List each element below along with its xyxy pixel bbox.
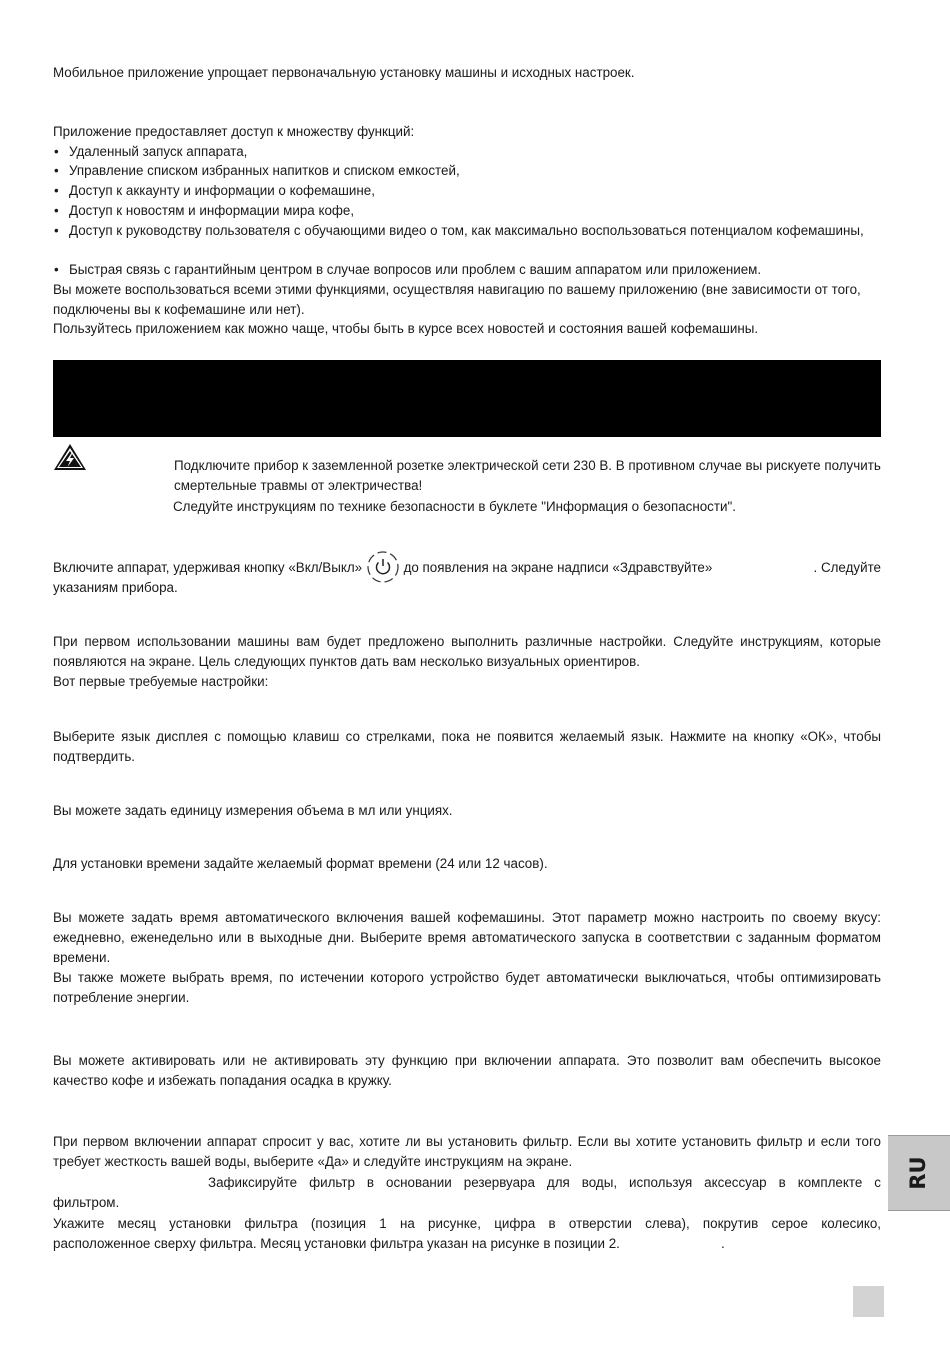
auto-off-text: Вы также можете выбрать время, по истечении которого устройство будет автоматически выключаться, чтобы оптимизировать потребление энергии. xyxy=(53,970,881,1005)
rinse-text: Вы можете активировать или не активировать эту функцию при включении аппарата. Это позволит вам обеспечить высокое качество кофе и избежать попадания осадка в кружку. xyxy=(53,1053,881,1088)
filter-fix-end: фильтром. xyxy=(53,1195,120,1210)
nav-note: Вы можете воспользоваться всеми этими функциями, осуществляя навигацию по вашему приложению (вне зависимости от того, подключены вы к кофемашине или нет). xyxy=(53,282,861,317)
safety-instructions: Следуйте инструкциям по технике безопасности в буклете "Информация о безопасности". xyxy=(173,499,736,514)
list-item: • Доступ к аккаунту и информации о кофемашине, xyxy=(53,181,881,201)
time-text: Для установки времени задайте желаемый формат времени (24 или 12 часов). xyxy=(53,856,548,871)
power-on-paragraph xyxy=(53,558,881,578)
auto-on-text: Вы можете задать время автоматического включения вашей кофемашины. Этот параметр можно настроить по своему вкусу: ежедневно, еженедельно или в выходные дни. Выберите время автоматического запуска в соответствии с заданным форматом времени. xyxy=(53,910,881,965)
units-text: Вы можете задать единицу измерения объема в мл или унциях. xyxy=(53,803,453,818)
usage-note: Пользуйтесь приложением как можно чаще, чтобы быть в курсе всех новостей и состояния вашей кофемашины. xyxy=(53,321,759,336)
filter-month-text: Укажите месяц установки фильтра (позиция 1 на рисунке, цифра в отверстии слева), покрутив серое колесико, xyxy=(53,1216,881,1231)
filter-month-dot: . xyxy=(721,1236,725,1251)
intro-line: Мобильное приложение упрощает первоначальную установку машины и исходных настроек. xyxy=(53,65,635,80)
list-item: • Доступ к руководству пользователя с обучающими видео о том, как максимально воспользоваться потенциалом кофемашины, xyxy=(53,221,881,241)
page-number-box xyxy=(853,1286,884,1317)
power-on-text: Включите аппарат, удерживая кнопку «Вкл/Выкл» xyxy=(53,560,363,575)
filter-fix-text: Зафиксируйте фильтр в основании резервуара для воды, используя аксессуар в комплекте с xyxy=(208,1175,881,1190)
power-on-line2: указаниям прибора. xyxy=(53,580,178,595)
power-on-display-text: до появления на экране надписи «Здравствуйте» xyxy=(403,560,713,575)
features-intro: Приложение предоставляет доступ к множеству функций: xyxy=(53,124,415,139)
list-item: • Доступ к новостям и информации мира кофе, xyxy=(53,201,881,221)
power-on-follow: . Следуйте xyxy=(813,560,881,575)
language-text: Выберите язык дисплея с помощью клавиш со стрелками, пока не появится желаемый язык. Нажмите на кнопку «ОК», чтобы подтвердить. xyxy=(53,729,881,764)
filter-ask-text: При первом включении аппарат спросит у вас, хотите ли вы установить фильтр. Если вы хотите установить фильтр и если того требует жесткость вашей воды, выберите «Да» и следуйте инструкциям на экране. xyxy=(53,1134,881,1169)
list-item: • Быстрая связь с гарантийным центром в случае вопросов или проблем с вашим аппаратом или приложением. xyxy=(53,260,881,280)
language-tab-label: RU xyxy=(906,1156,931,1190)
first-use-text: При первом использовании машины вам будет предложено выполнить различные настройки. Следуйте инструкциям, которые появляются на экране. Цель следующих пунктов дать вам несколько визуальных ориентиров. xyxy=(53,634,881,669)
first-settings: Вот первые требуемые настройки: xyxy=(53,674,269,689)
language-tab xyxy=(888,1135,950,1211)
list-item: • Управление списком избранных напитков и списком емкостей, xyxy=(53,161,881,181)
section-header-bar xyxy=(53,360,881,437)
warning-electric-icon xyxy=(53,443,87,471)
safety-warning: Подключите прибор к заземленной розетке электрической сети 230 В. В противном случае вы рискуете получить смертельные травмы от электричества! xyxy=(174,458,881,493)
list-item: • Удаленный запуск аппарата, xyxy=(53,142,881,162)
filter-month-line2: расположенное сверху фильтра. Месяц установки фильтра указан на рисунке в позиции 2. xyxy=(53,1236,620,1251)
